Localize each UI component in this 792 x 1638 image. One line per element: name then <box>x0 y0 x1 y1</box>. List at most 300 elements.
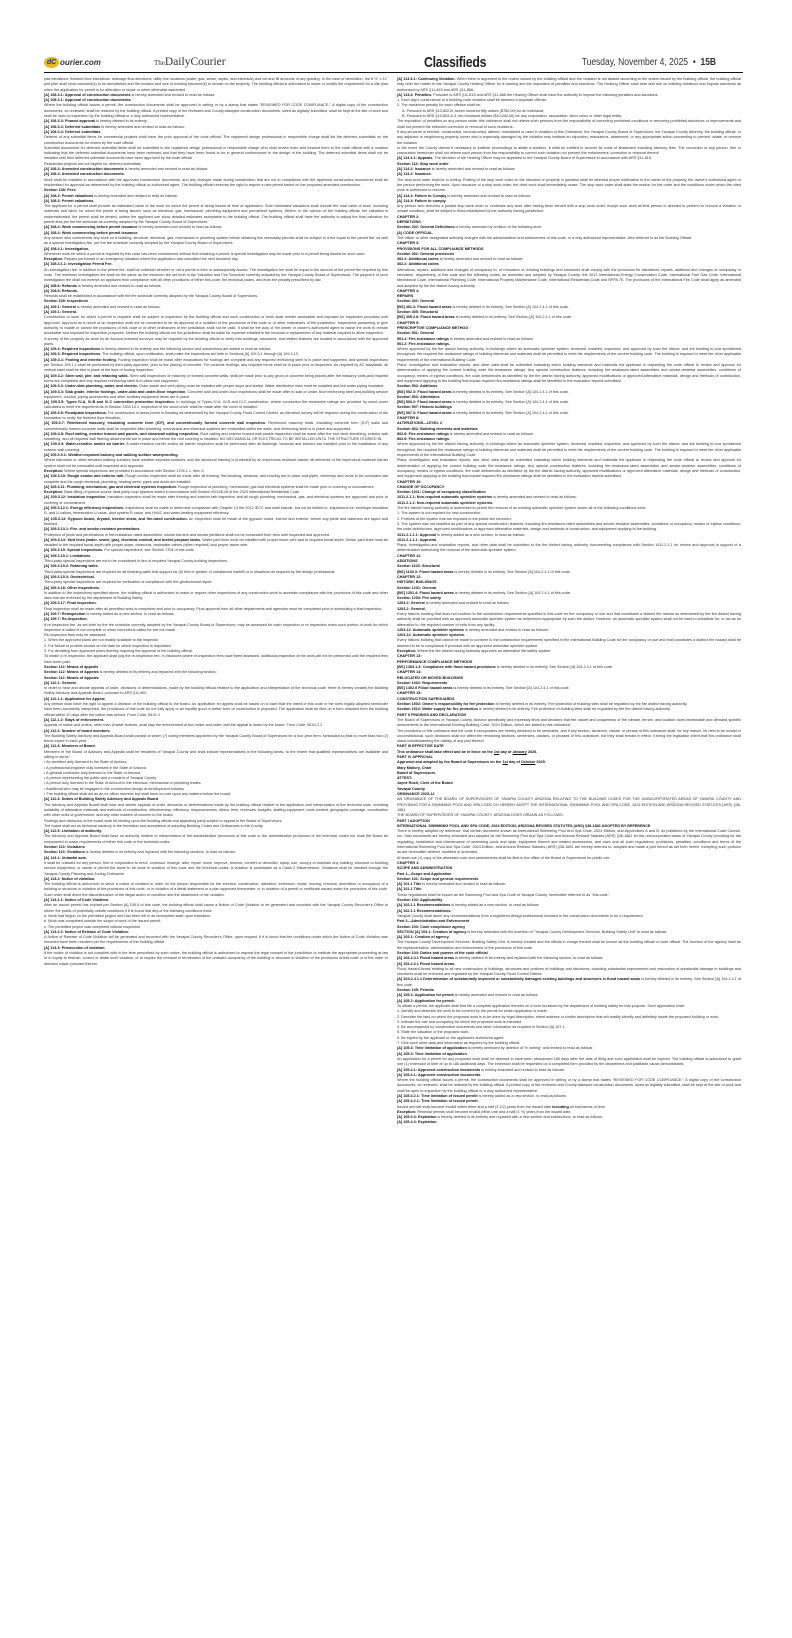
text-segment: 2026. <box>526 749 538 754</box>
section-heading: [A] 109.3.15.2: Retaining walls. <box>44 564 99 569</box>
text-segment: 2025. <box>535 760 546 765</box>
section-heading: [A] 109.3.15.1: Limitations. <box>44 553 92 558</box>
amendment-heading: Exception: <box>44 468 64 473</box>
section-heading: [A] 106.3.4: Deferred submittals. <box>44 129 102 134</box>
section-heading: CONSTRUCTION SAFEGUARDS <box>397 696 455 701</box>
amendment-heading: Section 112: Means of Appeals <box>44 670 99 675</box>
section-heading: Section 802: Building elements and materials <box>397 426 478 431</box>
section-heading: [A] 105.4.3: Expiration. <box>397 1120 438 1125</box>
amendment-text: is hereby deleted in its entirety. See Section [A] 104.2.4.1 of this code. <box>451 389 569 394</box>
section-heading: Jayne Rush, Clerk of the Board <box>397 781 453 786</box>
body-paragraph: 1. Identify and describe the work to be covered by the permit for which application is made. <box>397 1009 548 1014</box>
section-heading: [A] 114.2: Issuance. <box>397 172 432 177</box>
body-paragraph: 3. The system was not installed as part of any special construction features, including fire-resistance-rated assemblies and smoke-resistive assemblies, conditions of occupancy, means of egress conditions, fire code deficiencies, approved modifications or approved alternative materials, design and methods of construction, and equipment applying to the building. <box>397 521 741 532</box>
amendment-paragraph <box>397 977 741 988</box>
section-heading: 1203.2: General. <box>397 606 426 611</box>
amendment-heading: [BS] 507.3: Flood hazard areas <box>397 410 452 415</box>
amendment-text: is hereby deleted in its entirety. <box>95 119 148 124</box>
section-heading: [A] 113.3: Prosecution of violation. <box>44 945 106 950</box>
amendment-text: is hereby amended and revised to read as follows: <box>492 495 577 500</box>
body-paragraph: If any structure is erected, constructed, reconstructed, altered, maintained or used in violation of this Ordinance, the Yavapai County Board of Supervisors, the Yavapai County Attorney, the building official, or any adjacent or neighboring property owner who is especially damaged by the violation may institute an injunction, mandamus, abatement, or any appropriate action proceeding to prevent, abate, or remove the violation. <box>397 129 741 145</box>
body-paragraph: AN ORDINANCE OF THE BOARD OF SUPERVISORS OF YAVAPAI COUNTY ARIZONA RELATING TO THE BUILDING CODES FOR THE UNINCORPORATED AREAS OF YAVAPAI COUNTY AND PROVIDING FOR A SWIMMING POOL AND SPA CODE DO HEREBY ADOPT THE INTERNATIONAL SWIMMING POOL AND SPA CODE, 2024 EDITION AND ARIZONA REVISED STATUTES (ARS) §36-1681. <box>397 797 741 812</box>
newspaper-name-main: DailyCourier <box>164 56 226 68</box>
amendment-heading: [BS] 1103.3: Flood hazard areas <box>397 569 454 574</box>
section-heading: [A] 109.3.9.1: Weather-exposed balcony and walking surface waterproofing. <box>44 453 179 458</box>
section-heading: CHAPTER 11: <box>397 553 422 558</box>
body-paragraph: 1. Each day's continuance of a building code violation shall be deemed a separate offense. <box>397 98 548 103</box>
section-heading: ATTEST: <box>397 776 413 781</box>
section-heading: [A] 106.3.1: Approval of construction documents. <box>44 98 132 103</box>
amendment-text: For construction in areas prone to flooding as determined by the Yavapai County Flood Control District, an elevation survey will be required during the construction of the foundation to verify the finished floor elevation. <box>44 410 388 420</box>
section-heading: DEFINITIONS <box>397 220 421 225</box>
body-paragraph: Any person shall have the right to appeal a decision of the building official to the board. An application for appeal shall be based on a claim that the intent of this code or the rules legally adopted hereunder have been incorrectly interpreted, the provisions of this code do not fully apply or an equally good or better form of construction is proposed. The application shall be filed on a form obtained from the building official within 20 days after the notice was served. From Code, B101.2 <box>44 702 388 717</box>
body-paragraph: To obtain a re-inspection, the applicant shall pay the re-inspection fee. In instances where re-inspection fees have been assessed, additional inspection of the work will not be performed until the required fees have been paid. <box>44 654 388 664</box>
section-heading: [A] 108.6: Refunds. <box>44 288 78 293</box>
amendment-text: is hereby deleted in its entirety and replaced with the following section, to read as follows: <box>454 956 604 961</box>
body-paragraph: Plans, investigation and evaluation reports, and other data shall be submitted indicating which building elements and materials the applicant is requesting the code official to review and approve for determination of applying the current building code fire-resistance ratings. Any special construction features, including fire-resistance-rated assemblies and smoke-resistive assemblies, conditions of occupancy, means of egress conditions, fire code deficiencies as identified by the fire district having authority, approved modifications or approved alternative materials, design and methods of construction, and equipment applying to the building that impact required fire-resistance ratings shall be identified in the evaluation reports submitted. <box>397 363 741 383</box>
amendment-heading: [A] 109.7: Reinspection <box>44 611 86 616</box>
amendment-text: is hereby amended and revised to read as follows: <box>438 257 524 262</box>
dcourier-logo[interactable] <box>44 57 154 68</box>
section-title: Classifieds <box>424 53 487 71</box>
section-heading: [A] 112.2: Number of board members. <box>44 728 111 733</box>
amendment-text: Pursuant to ARS §11-815 and ARS §11-868 the Hearing Officer shall have the authority to impose the following penalties and sanctions: <box>432 92 659 97</box>
amendment-text: is hereby deleted in its entirety. See Section [A] 104.2.4.1 of this code. <box>451 400 569 405</box>
amendment-text: Stem wall inspections of masonry or formed concrete walls, shall be made prior to any grout or concrete being placed after the masonry units and required forms are completed and any required reinforcing steel is in place and supported. <box>44 373 388 383</box>
amendment-heading: [A] 109.3: Required inspections <box>44 347 101 352</box>
section-heading: CHAPTER 1: <box>397 860 420 865</box>
section-heading: Section 502: Additions <box>397 384 438 389</box>
section-heading: Section 113: Violations <box>44 845 85 850</box>
body-paragraph: The stop work order shall be in writing. Posting of the stop work order on the structure or property in question shall be deemed proper notification to the owner of the property, the owner's authorized agent or the person performing the work. Upon issuance of a stop work order, the cited work shall immediately cease. The stop work order shall state the reason for the order and the conditions under which the cited work is authorized to resume. <box>397 177 741 193</box>
amendment-text: is hereby deleted in its entirety. See Section [A] 104.2.4.1 of this code. <box>451 304 569 309</box>
amendment-heading: Exception: <box>44 257 64 262</box>
section-heading: Section 114: Stop work order <box>397 161 449 166</box>
amendment-text: is hereby amended and revised to read as follows: <box>100 124 185 129</box>
amendment-heading: [BS] 503.2: Flood hazard areas <box>397 400 452 405</box>
amendment-heading: Section 1502: Owner's responsibility for fire protection <box>397 702 495 707</box>
section-heading: [A] 108.3: Permit valuations. <box>44 198 95 203</box>
body-paragraph: Third-party special inspections are not to be considered in lieu of required Yavapai County building inspections. <box>44 559 228 564</box>
amendment-text: Repairs performed in an emergency situation where the application was submitted the next business day. <box>63 257 239 262</box>
body-paragraph: The fire district having authority is authorized to permit the removal of an existing automatic sprinkler system where all of the following conditions exist: <box>397 506 647 511</box>
amendment-heading: [A] 114.2: Issuance <box>397 167 431 172</box>
indented-paragraph: A. Pursuant to ARS §13-802-B, seven hundred fifty dollars ($750.00) for an individual; <box>402 108 545 113</box>
body-paragraph: Third-party special inspections are required for all retaining walls that support six (6) feet or greater of unbalanced backfill or in situations as required by the design professional. <box>44 569 336 574</box>
section-heading: [A] 109.3.17: Final inspection. <box>44 601 97 606</box>
section-heading: CHAPTER 14: <box>397 670 422 675</box>
section-heading: Section 101: Scope and general requirements <box>397 876 479 881</box>
amendment-heading: Exception: <box>44 490 64 495</box>
amendment-text: Where the fire district having authority approves an alternative life-safety system. <box>416 649 552 654</box>
amendment-heading: [A] 108.3: Permit valuations <box>44 193 94 198</box>
amendment-heading: [A] 109.3.7: Reinforced masonry, insulating concrete form (ICF), and conventionally formed concrete wall inspection. <box>44 421 267 426</box>
section-heading: Section 1203: Fire safety <box>397 596 441 601</box>
issue-date-and-page <box>582 57 716 68</box>
amendment-heading: [BS] 502.3: Flood hazard areas <box>397 389 452 394</box>
dcourier-logo-icon: dC <box>44 57 59 68</box>
section-heading: [A] 109.7: Re-inspection. <box>44 617 88 622</box>
amendment-text: is hereby amended by revision of the following term: <box>454 225 543 230</box>
section-heading: 302.2: Additional codes <box>397 262 439 267</box>
body-paragraph: 2. Portions of the system that are exposed to the public are removed. <box>397 516 512 521</box>
amendment-heading: [A] 109.1: General <box>44 304 76 309</box>
right-column <box>397 77 741 1126</box>
section-heading: ADDITIONS <box>397 559 418 564</box>
body-paragraph: The Advisory and Appeals Board shall have no authority relative to interpretation of the administrative provisions of this code or the administrative provisions of the technical codes nor shall the Board be empowered to waive requirements of either this code or the technical codes. <box>44 834 388 844</box>
body-paragraph: There is hereby adopted by reference, that certain document known as International Swimming Pool And Spa Code, 2024 Edition, and Appendices A and B, as published by the International Code Council, Inc. Said documents are hereby amended and adopted as the Swimming Pool And Spa Code and Arizona Revised Statutes (ARS) §36-1681 for the unincorporated areas of Yavapai County providing for the regulating, installation and maintenance of swimming pools and spas, equipment thereof and related accessories, and each and all such regulations, provisions, penalties, conditions and terms of the International Swimming Pool And Spa Code, 2024 Edition, and Arizona Revised Statutes (ARS) §36-1681 are hereby referred to, adopted and made a part hereof as set forth herein, excepting such portions as are hereinafter deleted, modified or amended. <box>397 829 741 855</box>
amendment-paragraph <box>44 358 388 374</box>
body-paragraph: 3. For deviating from approved plans thereby requiring the approval of the building official. <box>44 649 193 654</box>
body-paragraph: Plans, investigation and evaluation reports, and other data shall be submitted to the fire district having authority documenting compliance with Section 1011.2.1.1 for review and approval in support of a determination authorizing the removal of the automatic sprinkler system. <box>397 543 741 553</box>
amendment-paragraph <box>44 374 388 385</box>
body-paragraph: pad elevations, finished floor elevations, drainage flow directions, utility line locations (water, gas, sewer, septic, and electrical) and cut and fill amounts of any grading. In the case of demolition, the 8 ½" x 11" plot plan shall show structure(s) to be demolished and the location and size of existing structure(s) to remain on the property. The building official is authorized to waive or modify the requirement for a site plan when the application for permit is for alteration or repair or when otherwise warranted. <box>44 77 388 92</box>
amendment-heading: 1011.2.1.1: Non-required automatic sprinkler systems <box>397 495 493 500</box>
section-heading: [A] 105.3: Time limitation of application. <box>397 1051 468 1056</box>
amendment-paragraph <box>397 77 741 93</box>
month-value: October <box>521 760 536 765</box>
body-paragraph: • A general contractor duly licensed in the State of Arizona <box>44 770 141 775</box>
amendment-heading: Exception: <box>397 649 417 654</box>
amendment-heading: [A] 105.2: Application for permit <box>397 993 454 998</box>
amendment-text: is hereby deleted in its entirety and the following section and subsections are added to read as follows: <box>100 347 272 352</box>
amendment-text: is hereby added as a new section, to read as follows: <box>450 903 540 908</box>
body-paragraph: Where approved by the fire district having authority, in buildings where an automatic sprinkler system, reviewed, installed, inspected, and approved by such fire district, and the building is now sprinklered throughout, the required fire-resistance ratings of building elements and materials shall be permitted to meet the requirements of the current building code. The building is required to meet the other applicable requirements of the International Building Code. <box>397 442 741 458</box>
body-paragraph: A survey of the property as done by an Arizona licensed surveyor may be required by the building official to verify that buildings, structures, and related features are located in accordance with the approved plans. <box>44 336 388 346</box>
section-heading: [A] 112.5: Limitation of authority. <box>44 829 103 834</box>
amendment-text: is hereby amended and revised to read as follows: <box>421 882 506 887</box>
body-paragraph: Deferral of any submittal items for commercial projects shall have the prior approval of the code official. The registered design professional in responsible charge shall list the deferred submittals on the construction documents for review by the code official. <box>44 135 388 145</box>
section-heading: [A] 112.1.2: Stays of enforcement. <box>44 717 105 722</box>
section-heading: [A] 109.1: General. <box>44 310 77 315</box>
section-heading: Section 1402: Requirements <box>397 680 448 685</box>
amendment-heading: [A] 105.3: Time limitation of application <box>397 1046 467 1051</box>
section-heading: Section 401: General <box>397 299 435 304</box>
amendment-paragraph <box>44 495 388 506</box>
amendment-text: Renewal permits shall become invalid within one and a half (1 ½) years from the issued date. <box>416 1109 572 1114</box>
amendment-heading: [A] 106.3.4: Deferred submittals <box>44 124 101 129</box>
amendment-text: The decision of the Hearing Officer may be appealed to the Yavapai County Board of Supervisors in accordance with ARS §11-815. <box>433 156 652 161</box>
amendment-heading: [A] 109.3.12.1: Energy efficiency inspections. <box>44 506 125 511</box>
section-heading: [A] 113.2.1: Notice of Code Violation. <box>44 898 110 903</box>
amendment-heading: [A] 109.3.14: Yard lines (water, sewer, gas), electrical conduit, and buried propane tanks. <box>44 537 202 542</box>
body-paragraph: Third-party special inspections are required for verification of compliance with the geotechnical report. <box>44 580 213 585</box>
body-paragraph: A Notice of Release of Code Violation will be generated and recorded with the Yavapai County Recorder's Office, upon request, if it is found that the conditions under which the Notice of Code Violation was recorded have been resolved per the requirements of the building official. <box>44 935 388 945</box>
amendment-text: is hereby amended and revised to read as follows: <box>424 601 510 606</box>
body-paragraph: • A person duly licensed in the State of Arizona in the electrical, mechanical or plumbing trades <box>44 781 201 786</box>
amendment-text: Drain waste and vent piping must be installed with proper slope and tested. Water distribution lines must be installed and live water piping insulated. <box>138 384 385 389</box>
amendment-heading: [A] 109.3.11: Plumbing, mechanical, gas and electrical systems inspection. <box>44 484 177 489</box>
section-heading: Section 112: Means of appeals <box>44 664 99 669</box>
amendment-text: Water yard lines must be installed with proper tracer wire and to required burial depth. Sewer yard lines must be installed to the required burial depth with proper slope, cleanouts, backwater valves (when required) and proper tracer wire. <box>44 537 388 548</box>
amendment-text: Reinforced masonry walls, insulating concrete form (ICF) walls and conventionally formed concrete walls shall be inspected after plumbing, mechanical and electrical systems are embedded within the walls, and reinforcing steel is in place and supported. <box>44 421 388 431</box>
amendment-text: An inspection shall be made of the gypsum board, interior and exterior, before any joints and fasteners are taped and finished. <box>44 516 388 526</box>
amendment-heading: [A] 113.4: Penalties. <box>397 92 433 97</box>
body-paragraph: 2. For failure to provide access on the date for which inspection is requested. <box>44 643 172 648</box>
amendment-heading: [A] 112.4: Duties of Building Safety Advisory and Appeals Board <box>44 797 159 802</box>
section-heading: Section 1201: General <box>397 585 437 590</box>
bold-term: including <box>552 1104 569 1109</box>
amendment-text: Rough inspection of plumbing, mechanical, gas and electrical systems shall be made prior to covering or concealment. <box>176 484 375 489</box>
amendment-heading: Section 113: Violations <box>44 850 85 855</box>
body-paragraph: Any person who commences any work on a building, structure, electrical, gas, mechanical or plumbing system before obtaining the necessary permits shall be subject to a fee equal to the permit fee, as well as a special investigation fee, per the fee schedule currently adopted by the Yavapai County Board of Supervisors. <box>44 235 388 246</box>
amendment-heading: SECTION [A] 103.1: Creation of agency <box>397 929 467 934</box>
section-heading: [A] 108.4.1: Investigation. <box>44 246 90 251</box>
section-heading: [A] 113.2: Notice of violation. <box>44 876 96 881</box>
section-heading: CHAPTER 4: <box>397 288 420 293</box>
amendment-text: Concrete slab and under-floor inspections shall be made after in-slab or under-floor reinforcing steel and building service equipment, conduit, piping accessories and other ancillary equipment items are in place. <box>44 389 388 399</box>
body-paragraph: The imposition of penalties on any person under this ordinance shall not relieve such persons from the responsibility of correcting prohibited conditions or removing prohibited structures or improvements and shall not prevent the enforced correction or removal of such violations. <box>397 119 741 129</box>
amendment-text: is hereby amended and revised to read as follows: <box>463 627 549 632</box>
body-paragraph: a. Work had begun on the permitted project and had been left in an incomplete state upon expiration. <box>44 913 212 918</box>
section-heading: Section 108: Fees <box>44 188 76 193</box>
amendment-heading: Section 202: General Definitions <box>397 225 455 230</box>
section-heading: [A] 105.4.2.1: Time limitation of issued permit. <box>397 1099 479 1104</box>
body-paragraph: Work shall be installed in accordance with the approved construction documents, and any changes made during construction that are not in compliance with the approved construction documents shall be resubmitted for approval as determined by the building official or authorized agent. The building official reserves the right to require a new permit based on the proposed amended construction. <box>44 177 388 187</box>
section-heading: CHANGE OF OCCUPANCY <box>397 484 445 489</box>
section-heading: [A] 109.3.15.3: Geotechnical. <box>44 574 95 579</box>
body-paragraph: Re-inspection fees may be assessed: <box>44 633 107 638</box>
amendment-paragraph <box>44 442 388 453</box>
section-heading: 802.6: Fire-resistance ratings. <box>397 437 450 442</box>
body-paragraph: Yavapai County shall deem any recommendations from a registered design professional included in the construction documents to be a requirement. <box>397 913 644 918</box>
amendment-heading: [A] 104.2.4.1.1 Determination of substantially improved or substantially damaged existing buildings and structures in flood hazard areas <box>397 977 641 982</box>
amendment-heading: [A] 109.3.9: Water-resistive and/or air barrier. <box>44 442 126 447</box>
amendment-text: is hereby added as a new section, to read as follows: <box>85 611 175 616</box>
body-paragraph: 4. Be accompanied by construction documents and other information as required in Section [A] 107.1. <box>397 1025 566 1030</box>
body-paragraph: Protection of joints and penetrations in fire-resistance-rated assemblies, smoke barriers and smoke partitions shall not be concealed from view until inspected and approved. <box>44 532 330 537</box>
body-paragraph: 7. Give such other data and information as required by the building official. <box>397 1041 521 1046</box>
body-paragraph: • The building official shall act as an ex officio member but shall have no vote upon any matters before the board. <box>44 792 232 797</box>
body-paragraph: In the event the County deems it necessary to institute proceedings to abate a violation, it shall be entitled to recover its costs of abatement including attorney fees. The conviction of any person, firm or corporation hereunder shall not relieve such person from the responsibility to correct such violation nor prevent the enforcement, correction or removal thereof. <box>397 145 741 156</box>
section-heading: CHAPTER 8: <box>397 416 420 420</box>
section-heading: PART III EFFECTIVE DATE <box>397 744 444 749</box>
amendment-heading: [A] 109.3.10: Rough combo and exterior lath. <box>44 474 125 479</box>
amendment-heading: 1203.2: General <box>397 601 425 606</box>
masthead <box>44 54 742 70</box>
amendment-text: is hereby deleted in its entirety. See Section [A] 104.2.4.1 of this code. <box>397 977 741 987</box>
amendment-text: Inspections shall be made to determine compliance with Chapter 13 the 2012 IECC and shall include, but not be limited to, inspections for: envelope insulation R- and U-values, fenestration U-value, duct system R-value, and HVAC and water-heating equipment efficiency. <box>44 506 388 516</box>
section-heading: CHAPTER 12: <box>397 574 422 579</box>
body-paragraph: 1. The system is not required for new construction. <box>397 511 481 516</box>
indented-paragraph: B. Pursuant to ARS §13-803-A-3, ten thousand dollars ($10,000.00) for any corporation, association, labor union or other legal entity. <box>402 114 622 119</box>
amendment-paragraph <box>44 421 388 432</box>
amendment-paragraph <box>44 474 388 485</box>
amendment-text: is hereby amended and revised to read as follows: <box>130 92 216 97</box>
section-heading: [A] 112.1: General. <box>44 680 77 685</box>
body-paragraph: These regulations shall be known as the Swimming Pool and Spa Code of Yavapai County, hereinafter referred to as "this code." <box>397 892 610 897</box>
amendment-heading: 1203.12: Automatic sprinkler systems <box>397 627 464 632</box>
body-paragraph: Findings and decisions of the board shall be binding upon the building official and appealing party subject to appeal to the Board of Supervisors. <box>44 818 283 823</box>
amendment-heading: [A] 105.4.1: Approved construction documents <box>397 1067 481 1072</box>
amendment-heading: [A] 109.3.4: Slab grade, interior footings, under-slab and under-floor inspection. <box>44 389 187 394</box>
body-paragraph: Final inspection shall be made after all permitted work is completed and prior to occupancy. Final approval from all other departments and agencies must be completed prior to scheduling a final inspection. <box>44 606 383 611</box>
body-paragraph: Flood Hazard Areas relating to all new construction of buildings, structures and portions of buildings and structures, including substantial improvement and restoration of substantial damage to buildings and structures shall be enforced and regulated by the Yavapai County Flood Control District. <box>397 966 741 977</box>
amendment-text: is hereby deleted in its entirety and replaced with the following sections, to read as follows: <box>84 850 236 855</box>
body-paragraph: Refunds shall be established in accordance with the fee schedule currently adopted by the Yavapai County Board of Supervisors. <box>44 294 259 299</box>
section-heading: INTERNATIONAL SWIMMING POOL AND SPA CODE, 2024 EDITION, ARIZONA REVISED STATUTES (ARS) §36-1681 ADOPTED BY REFERENCE <box>397 823 651 828</box>
amendment-heading: Exception: <box>397 1109 417 1114</box>
amendment-heading: [A] 109.3.15: Special inspections. <box>44 548 104 553</box>
amendment-heading: 302.2: Additional codes <box>397 257 439 262</box>
section-heading: PART IV APPROVAL <box>397 755 433 759</box>
body-paragraph: 6. Be signed by the applicant or the applicant's authorized agent. <box>397 1035 505 1040</box>
amendment-text: is hereby amended and revised to read as follows: <box>448 431 534 436</box>
text-segment: Issued permits shall become invalid within three and a half (3 1/2) years from the issued date <box>397 1104 553 1109</box>
amendment-text: Back-filling of ground-source heat pump loop systems tested in accordance with Section M2105.28 of the 2024 International Residential Code. <box>63 490 301 495</box>
amendment-paragraph <box>44 432 388 443</box>
amendment-text: is hereby amended with the insertion of "Yavapai County Development Services, Building Safety Unit" to read as follows: <box>466 929 668 934</box>
section-heading: [A] 104.2.4.1 Flood hazard areas. <box>397 961 456 966</box>
body-paragraph: Any person who removes a posted stop work order or continues any work after having been served with a stop work order, except such work as that person is directed to perform to remove a violation or unsafe condition, shall be subject to fines established by the authority having jurisdiction. <box>397 204 741 214</box>
amendment-text: is hereby added as a new section, to read as follows: <box>436 532 526 537</box>
amendment-paragraph <box>44 400 388 411</box>
amendment-heading: Section 1512: Water supply for fire protection <box>397 707 478 712</box>
body-paragraph: Submittal documents for deferred submittal items shall be submitted to the registered design professional in responsible charge who shall review them and forward them to the code official with a notation indicating that the deferred submittal documents have been reviewed and that they have been found to be in general conformance to the design of the building. The deferred submittal items shall not be installed until their deferred submittal documents have been approved by the code official. <box>44 145 388 161</box>
section-heading: Section 302: General provisions <box>397 251 455 256</box>
amendment-heading: [A] 109.3.2: Stem wall, pier, and retaining walls. <box>44 373 129 378</box>
amendment-text: is hereby amended and revised to read as follows: <box>453 993 539 998</box>
body-paragraph: Where approved by the fire district having authority, in buildings where an automatic sprinkler system, reviewed, installed, inspected, and approved by such fire district, and the building is now sprinklered throughout, the required fire-resistance ratings of building elements and materials shall be permitted to meet the requirements of the current building code. The building is required to meet the other applicable requirements of the International Building Code. <box>397 347 741 362</box>
amendment-heading: [A] 109.3: Required Inspections. <box>44 352 102 357</box>
amendment-text: is hereby deleted in its entirety. See Section [A] 104.2.4.1 of this code. <box>453 569 571 574</box>
body-paragraph: 3. Indicate the use and occupancy for which the proposed work is intended. <box>397 1019 523 1024</box>
day-value: 1st <box>502 760 508 765</box>
body-paragraph: Construction or work for which a permit is required shall be subject to inspection by the building official and such construction or work shall remain accessible and exposed for inspection purposes until approved. Approval as a result of an inspection shall not be construed to be an approval of a violation of the provisions of this code or of other ordinances of the jurisdiction. Inspections presuming to give authority to violate or cancel the provisions of this code or of other ordinances of the jurisdiction shall not be valid. It shall be the duty of the owner or owner's authorized agent to cause the work to remain accessible and exposed for inspection purposes. Neither the building official nor the jurisdiction shall be liable for expense entailed in the removal or replacement of any material required to allow inspection. <box>44 315 388 336</box>
section-heading: PART II FINDINGS AND DECLARATION <box>397 712 467 717</box>
section-heading: [A] 108.4: Work commencing before permit issuance. <box>44 230 139 235</box>
amendment-heading: [A] 106.4: Amended construction documents <box>44 167 124 172</box>
body-paragraph: It shall be unlawful for any person, firm or corporation to erect, construct, enlarge, alter, repair, move, improve, remove, convert or demolish, equip, use, occupy or maintain any building, structure or building service equipment, or cause or permit the same to be done in violation of this code and the technical codes. A violation is punishable as a Class 2 Misdemeanor. Violations shall be handled through the Yavapai County Planning and Zoning Ordinance. <box>44 860 388 876</box>
section-heading: Mary Mallory, Chair <box>397 765 432 770</box>
amendment-text: For special inspections, see Section 1704 of this code. <box>103 548 195 553</box>
section-heading: [A] 109.3.16: Other inspections. <box>44 585 101 590</box>
body-paragraph: 1. When the approved plans are not readily available to the inspector. <box>44 638 160 643</box>
amendment-heading: [A] 106.3.3: Phased approval <box>44 119 96 124</box>
body-paragraph: • An architect duly licensed in the State of Arizona <box>44 760 127 765</box>
section-heading: 1011.2.1.1: Non-required automatic sprinkler systems. <box>397 500 494 505</box>
body-paragraph: • A professional engineer duly licensed in the State of Arizona <box>44 765 146 770</box>
amendment-text: is hereby amended and revised to read as follows: <box>446 193 532 198</box>
section-heading: Part 2—Administration and Enforcement <box>397 919 470 924</box>
amendment-heading: [BS] 1303.1.3: Compliance with flood hazard provisions <box>397 664 496 669</box>
section-heading: [A] 105.2: Application for permit. <box>397 998 455 1003</box>
amendment-paragraph <box>44 390 388 401</box>
amendment-text: is hereby deleted in its entirety. See Section [A] 104.2.4.1 of this code. <box>453 590 571 595</box>
body-paragraph: Every historic building that does not conform to the construction requirements specified in this code for the occupancy or use and that constitutes a distinct fire hazard as determined by the fire district having authority shall be provided with an approved automatic sprinkler system as determined appropriate by such fire district. However, an automatic sprinkler system shall not be used to substitute for, or act as an alternative to, the required number of exits from any facility. <box>397 611 741 627</box>
amendment-text: Roof nailing and exterior braced wall panels inspection shall be made after the roof deck sheathing, exterior wall sheathing, and all required wall framing attachments are in place and before the roof covering is installed. NO MECHANICAL OR ELECTRICAL TO BE INSTALLED UNTIL THE STRUCTURE IS DRIED IN. <box>44 431 388 442</box>
section-heading: CHAPTER 15: <box>397 691 422 696</box>
amendment-text: is hereby deleted in its entirety. See Section [A] 104.2.4.1 of this code. <box>495 664 614 669</box>
section-heading: Section 104: Duties and powers of the code official <box>397 950 488 955</box>
newspaper-name-the: The <box>154 59 165 67</box>
amendment-heading: [A] 109.3.13: Gypsum board, drywall, interior shear, and fire-rated construction. <box>44 516 188 521</box>
amendment-paragraph <box>44 411 388 422</box>
section-heading: [A] 113.1: Unlawful acts. <box>44 855 87 860</box>
body-paragraph: c. The permitted project was completed without inspection. <box>44 924 142 929</box>
body-paragraph: Plans, investigation and evaluation reports, and other data shall be submitted indicating which building elements and materials the applicant is requesting the code official to review and approve for determination of applying the current building code fire-resistance ratings. Any special construction features, including fire-resistance-rated assemblies and smoke-resistive assemblies, conditions of occupancy, means of egress conditions, fire code deficiencies as identified by the fire district having authority, approved modifications or approved alternative materials, design and methods of construction, and equipment applying to the building that impact required fire-resistance ratings shall be identified in the evaluation reports submitted. <box>397 458 741 479</box>
section-heading: RELOCATED OR MOVED BUILDINGS <box>397 675 464 680</box>
section-heading: Section 503: Alterations <box>397 394 440 399</box>
amendment-text: is hereby amended by deletion of "in writing" and revised to read as follows: <box>466 1046 594 1051</box>
amendment-heading: [A] 105.4.3: Expiration <box>397 1115 437 1120</box>
left-column <box>44 77 388 967</box>
section-heading: 501.2: Fire-resistance ratings. <box>397 341 450 346</box>
body-paragraph: A re-inspection fee, as set forth by the fee schedule currently adopted by the Yavapai County Board of Supervisors, may be assessed for each inspection or re-inspection when such portion of work for which inspection is called is not complete or when corrections called for are not made. <box>44 622 388 632</box>
section-heading: 1011.2.1.1.1: Approval. <box>397 537 438 542</box>
body-paragraph: Appeals of notice and orders, other than Unsafe Notices, shall stay the enforcement of the notice and order until the appeal is heard by the board. From Code, B101.2.2 <box>44 723 323 728</box>
amendment-heading: [A] 102.1.1 Recommendations <box>397 903 451 908</box>
section-heading: [A] 108.4.1.1: Investigation Permit Fee. <box>44 262 113 267</box>
logo-text: ourier.com <box>60 57 101 67</box>
amendment-heading: [A] 113.4.1: Appeals. <box>397 156 434 161</box>
body-paragraph: The Advisory and Appeals Board shall hear and decide appeals of order, decisions or determinations made by the building official relative to the application and interpretation of the technical code, including suitability of alternative materials and methods of construction, effectiveness, efficiency, responsiveness, ethics, fees, revenues, budgets, staffing equipment, code content, geographic coverage, coordination with other units of government, and any other matters of concern to the board. <box>44 802 388 818</box>
body-paragraph: The provisions of this ordinance and the code it incorporates are hereby declared to be severable, and if any section, sentence, clause, or phrase of this ordinance shall, for any reason, be held to be invalid or unconstitutional, such decisions shall not affect the remaining sections, sentences, clauses, or phrases of this ordinance, but they shall remain in effect, it being the legislative intent that this ordinance shall stand notwithstanding the validity of any part thereof. <box>397 728 741 744</box>
body-paragraph: • Additional who may be engaged in the construction design at development industry <box>44 786 184 791</box>
body-paragraph: • A person representing the public and a resident of Yavapai County <box>44 776 157 781</box>
newspaper-name <box>154 56 424 68</box>
amendment-text: is hereby deleted in its entirety and replaced with the following section: <box>98 670 217 675</box>
section-heading: [A] 109.3.13.1: Fire- and smoke-resistant penetrations. <box>44 527 141 532</box>
section-heading: SCOPE AND ADMINISTRATION <box>397 866 453 871</box>
body-paragraph: Where the building official issues a permit, the construction documents shall be approved in writing or by a stamp that states "REVIEWED FOR CODE COMPLIANCE." A digital copy of the construction documents, so reviewed, shall be retained by the building official. A printed copy of the reviewed and County-stamped construction documents, sized as digitally submitted, shall be kept at the site of work and shall be open to inspection by the building official or a duly authorized representative. <box>44 103 388 119</box>
issue-date: Tuesday, November 4, 2025 <box>581 56 688 68</box>
amendment-text: A water-resistive barrier and/or air barrier inspection shall be performed after all flashings, windows and barriers are installed prior to the installation of any exterior wall covering. <box>44 442 388 452</box>
section-heading: [A] 106.4: Amended construction documents. <box>44 172 125 177</box>
amendment-heading: [A] 109.3.6: Floodplain inspections. <box>44 410 107 415</box>
section-heading: Section 1103: Structural <box>397 564 440 569</box>
section-heading: [A] 112.3: Members of Board. <box>44 744 96 749</box>
section-heading: CHAPTER 13: <box>397 654 422 659</box>
body-paragraph: In addition to the inspections specified above, the building official is authorized to make or require other inspections of any construction work to ascertain compliance with the provisions of this code and other laws that are enforced by the department of Building Safety. <box>44 590 388 601</box>
amendment-heading: [A] 109.3.5: Types IV-A, IV-B and IV-C connection protection inspection. <box>44 400 175 405</box>
amendment-text: is hereby deleted in its entirety and replaced with a new section and subsections, to read as follows: <box>436 1115 603 1120</box>
section-heading: [A] 112.1.1: Application for Appeal. <box>44 696 106 701</box>
amendment-text: is hereby deleted in its entirety. See Section [A] 104.2.4.1 of this code. <box>451 410 569 415</box>
section-heading: HISTORIC BUILDINGS <box>397 580 437 585</box>
body-paragraph: Where the building official issues a permit, the construction documents shall be approved in writing or by a stamp that states "REVIEWED FOR CODE COMPLIANCE." A digital copy of the construction documents, so reviewed, shall be retained by the building official. A printed copy of the reviewed and County-stamped construction documents, sized as digitally submitted, shall be kept at the site of work and shall be open to inspection by the building official or a duly authorized representative. <box>397 1078 741 1093</box>
amendment-text: is hereby deleted in its entirety. Fire protection of building sites shall be regulated by the fire district having authority. <box>494 702 688 707</box>
amendment-text: is hereby amended and revised to read as follows: <box>480 1067 565 1072</box>
section-heading: Section 1011: Change of occupancy classification <box>397 490 486 495</box>
amendment-heading: [BS] 1402.6 Flood hazard areas <box>397 686 453 691</box>
text-segment: all extensions of time. <box>568 1104 606 1109</box>
section-heading: ORDINANCE 2025-12 <box>397 792 435 797</box>
body-paragraph: The Building Safety Advisory and Appeals Board shall consist of seven (7) voting members appointed by the Yavapai County Board of Supervisors for a four-year term, scheduled so that no more than two (2) terms expire in each year. <box>44 733 388 744</box>
amendment-heading: 802.6: Fire-resistance ratings <box>397 431 449 436</box>
section-heading: Section 105: Permits <box>397 988 434 993</box>
bullet-separator: • <box>692 56 696 68</box>
amendment-text: is hereby deleted in its entirety. Fire protection of building sites shall be regulated by the fire district having authority. <box>477 707 671 712</box>
amendment-heading: [A] 101.1 Title <box>397 882 422 887</box>
section-heading: Section 507: Historic buildings <box>397 405 452 410</box>
section-heading: [A] CODE OFFICIAL. <box>397 230 434 235</box>
amendment-text: is hereby amended and revised to read as follows: <box>75 304 161 309</box>
body-paragraph: To obtain a permit, the applicant shall first file a complete application therefor on a form furnished by the department of building safety for that purpose. Such application shall: <box>397 1003 685 1008</box>
section-heading: Board of Supervisors <box>397 770 436 775</box>
amendment-heading: [BS] 405.2.6: Flood hazard areas <box>397 315 455 320</box>
section-heading: PROVISIONS FOR ALL COMPLIANCE METHODS <box>397 246 484 251</box>
amendment-text: is hereby amended and revised to read as follows: <box>76 283 162 288</box>
body-paragraph: Where balconies or other elevated walking surfaces have weather-exposed surfaces, and the structural framing is protected by an impervious moisture barrier, all elements of the impervious moisture barrier system shall not be concealed until inspected and approved. <box>44 458 388 468</box>
text-segment: day of <box>507 760 521 765</box>
body-paragraph: Residential projects are not eligible for deferred submittals. <box>44 161 142 166</box>
section-heading: 1203.12: Automatic sprinkler systems. <box>397 633 466 638</box>
amendment-heading: [BS] 1201.4: Flood hazard areas <box>397 590 454 595</box>
section-heading: REPAIRS <box>397 294 414 299</box>
body-paragraph: Alterations, repairs, additions and changes of occupancy to, or relocation of, existing buildings and structures shall comply with the provisions for alterations, repairs, additions and changes of occupancy or relocation, respectively, in this code and the following codes, as amended and adopted by Yavapai County: the 2012 International Energy Conservation Code, International Fuel Gas Code, International Mechanical Code, International Plumbing Code, International Property Maintenance Code, International Residential Code and NFPA 70. The provisions of the International Fire Code shall apply as amended and adopted by the fire district having authority. <box>397 267 741 288</box>
amendment-text: Where special inspections are provided in accordance with Section 1705.1.1, Item 3. <box>63 468 205 473</box>
